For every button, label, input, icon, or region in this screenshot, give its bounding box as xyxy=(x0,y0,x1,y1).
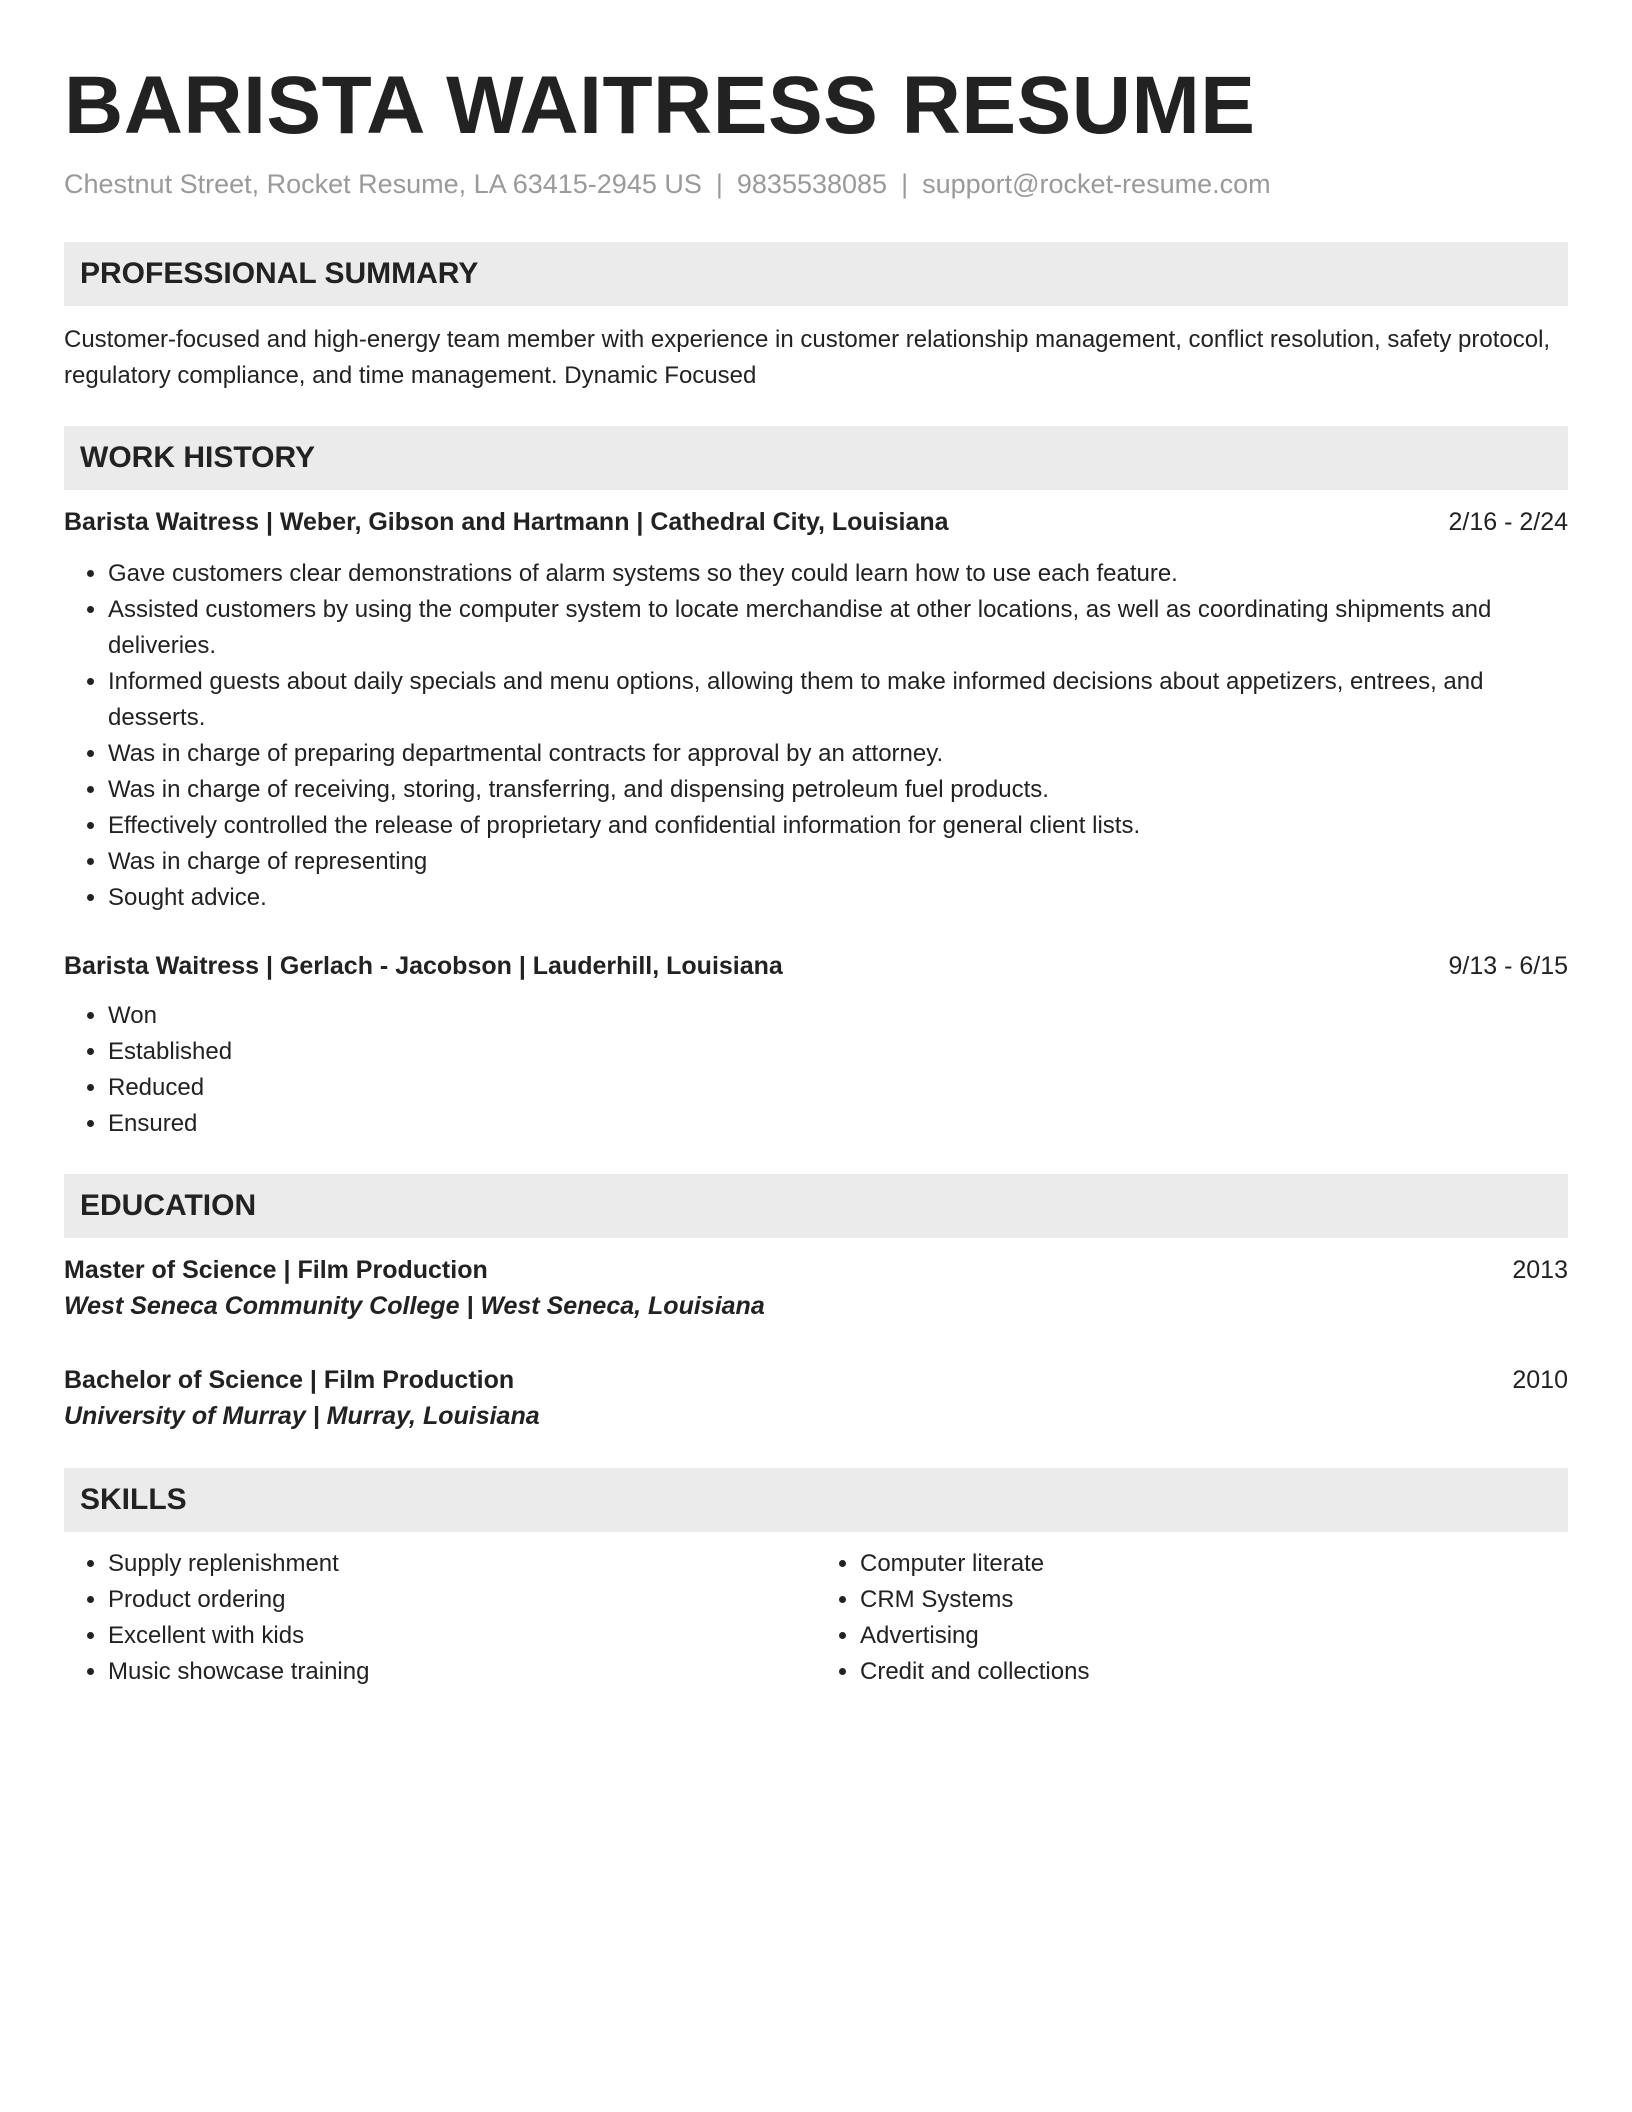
education-degree: Master of Science | Film Production xyxy=(64,1256,488,1284)
list-item: • Supply replenishment xyxy=(108,1546,816,1582)
section-heading-skills: SKILLS xyxy=(64,1468,1568,1532)
resume-title: BARISTA WAITRESS RESUME xyxy=(64,60,1256,151)
job-dates: 2/16 - 2/24 xyxy=(1448,508,1568,536)
list-item: • Assisted customers by using the computer system to locate merchandise at other locations, as well as coordinating shipments and deliveries. xyxy=(108,592,1568,664)
education-entry xyxy=(64,1252,1568,1324)
list-item: • Informed guests about daily specials and menu options, allowing them to make informed decisions about appetizers, entrees, and desserts. xyxy=(108,664,1568,736)
list-item: • Established xyxy=(108,1034,1568,1070)
summary-text: Customer-focused and high-energy team member with experience in customer relationship management, conflict resolution, safety protocol, regulatory compliance, and time management. Dynamic Focused xyxy=(64,326,1551,389)
education-year: 2013 xyxy=(1512,1256,1568,1284)
list-item: • Excellent with kids xyxy=(108,1618,816,1654)
contact-phone: 9835538085 xyxy=(736,169,888,199)
job-bullets xyxy=(64,556,1568,916)
list-item: • Product ordering xyxy=(108,1582,816,1618)
list-item: • Was in charge of receiving, storing, transferring, and dispensing petroleum fuel products. xyxy=(108,772,1568,808)
education-school: West Seneca Community College | West Seneca, Louisiana xyxy=(64,1292,765,1320)
list-item: • Reduced xyxy=(108,1070,1568,1106)
education-year: 2010 xyxy=(1512,1366,1568,1394)
job-title: Barista Waitress | Weber, Gibson and Hartmann | Cathedral City, Louisiana xyxy=(64,508,949,536)
contact-separator: | xyxy=(715,169,723,199)
list-item: • Was in charge of preparing departmental contracts for approval by an attorney. xyxy=(108,736,1568,772)
list-item: • Won xyxy=(108,998,1568,1034)
skills-column-left xyxy=(64,1546,816,1690)
education-header xyxy=(64,1362,1568,1398)
list-item: • Was in charge of representing xyxy=(108,844,1568,880)
list-item: • Gave customers clear demonstrations of alarm systems so they could learn how to use each feature. xyxy=(108,556,1568,592)
education-header xyxy=(64,1252,1568,1288)
job-header xyxy=(64,504,1568,540)
list-item: • Ensured xyxy=(108,1106,1568,1142)
job-entry xyxy=(64,948,1568,1142)
skills-column-right xyxy=(816,1546,1568,1690)
section-heading-work: WORK HISTORY xyxy=(64,426,1568,490)
skills-list xyxy=(64,1546,1568,1690)
contact-address: Chestnut Street, Rocket Resume, LA 63415-2945 US xyxy=(64,169,702,199)
list-item: • CRM Systems xyxy=(860,1582,1568,1618)
job-header xyxy=(64,948,1568,984)
list-item: • Credit and collections xyxy=(860,1654,1568,1690)
section-heading-education: EDUCATION xyxy=(64,1174,1568,1238)
list-item: • Effectively controlled the release of proprietary and confidential information for general client lists. xyxy=(108,808,1568,844)
job-dates: 9/13 - 6/15 xyxy=(1448,952,1568,980)
contact-separator: | xyxy=(901,169,909,199)
contact-email[interactable]: support@rocket-resume.com xyxy=(922,169,1271,199)
education-school: University of Murray | Murray, Louisiana xyxy=(64,1402,540,1430)
list-item: • Music showcase training xyxy=(108,1654,816,1690)
job-entry xyxy=(64,504,1568,916)
education-entry xyxy=(64,1362,1568,1434)
list-item: • Advertising xyxy=(860,1618,1568,1654)
list-item: • Sought advice. xyxy=(108,880,1568,916)
section-heading-summary: PROFESSIONAL SUMMARY xyxy=(64,242,1568,306)
education-degree: Bachelor of Science | Film Production xyxy=(64,1366,515,1394)
job-bullets xyxy=(64,998,1568,1142)
list-item: • Computer literate xyxy=(860,1546,1568,1582)
contact-line xyxy=(64,166,1568,202)
job-title: Barista Waitress | Gerlach - Jacobson | Lauderhill, Louisiana xyxy=(64,952,783,980)
